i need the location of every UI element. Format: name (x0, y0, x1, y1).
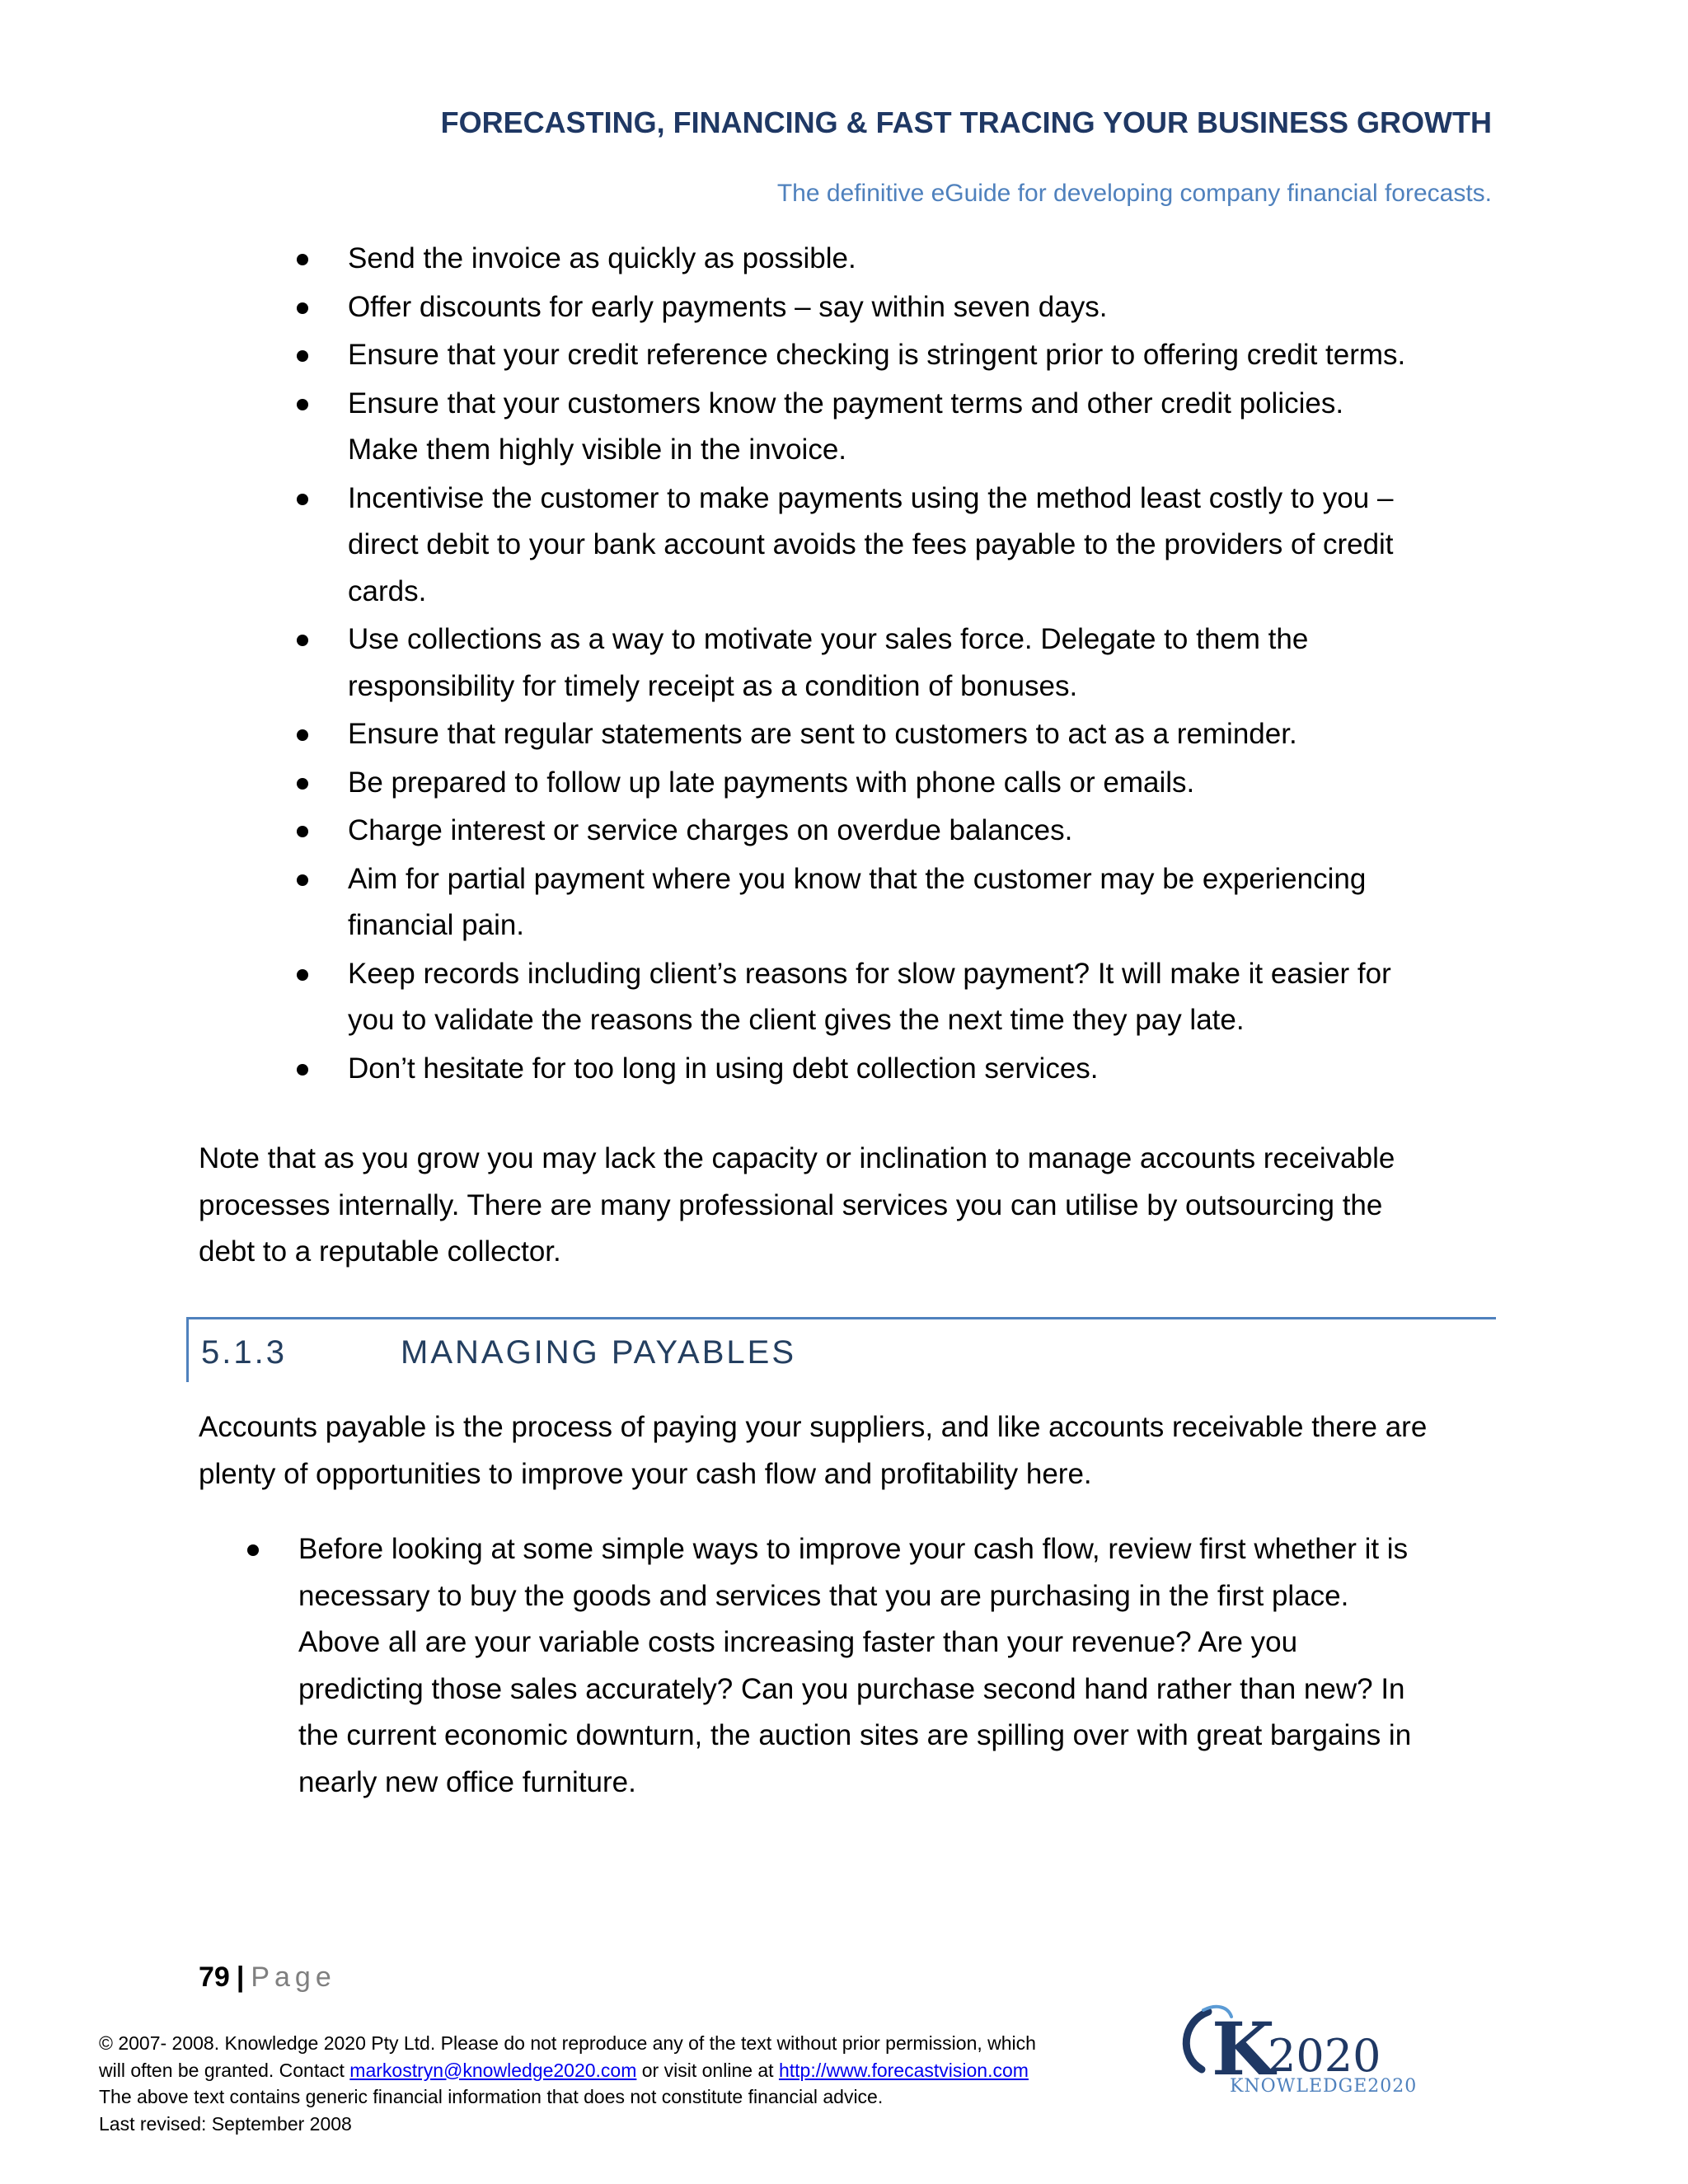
receivables-bullet-line: Ensure that your customers know the payment terms and other credit policies. (348, 387, 1344, 419)
footer-contact (99, 2057, 1154, 2084)
section-heading (186, 1317, 1496, 1382)
receivables-bullet-line: Make them highly visible in the invoice. (348, 434, 847, 466)
bullet-dot-icon (297, 635, 308, 646)
bullet-dot-icon (297, 826, 308, 837)
page-number-value: 79 (199, 1961, 230, 1993)
receivables-bullet-list (297, 236, 1500, 1094)
header-title: FORECASTING, FINANCING & FAST TRACING YOUR BUSINESS GROWTH (440, 105, 1492, 139)
payables-bullet-list (247, 1526, 1500, 1806)
receivables-bullet-item (297, 760, 1500, 807)
footer-disclaimer: The above text contains generic financial information that does not constitute financial advice. (99, 2086, 884, 2107)
note-line: debt to a reputable collector. (199, 1235, 561, 1268)
receivables-bullet-line: direct debit to your bank account avoids the fees payable to the providers of credit (348, 528, 1394, 560)
payables-line: plenty of opportunities to improve your cash flow and profitability here. (199, 1457, 1092, 1490)
receivables-bullet-line: Ensure that regular statements are sent to customers to act as a reminder. (348, 718, 1297, 750)
receivables-bullet-item (297, 236, 1500, 283)
page-word: Page (251, 1961, 336, 1993)
page-number (199, 1961, 336, 1994)
payables-bullet-line: predicting those sales accurately? Can you purchase second hand rather than new? In (298, 1672, 1405, 1705)
receivables-bullet-item (297, 616, 1500, 710)
footer-copyright: © 2007- 2008. Knowledge 2020 Pty Ltd. Please do not reproduce any of the text without prior permission, which (99, 2032, 1036, 2054)
footer-contact-text-2: or visit online at (636, 2059, 779, 2081)
receivables-bullet-item (297, 332, 1500, 379)
payables-bullet-line: Above all are your variable costs increasing faster than your revenue? Are you (298, 1626, 1298, 1658)
receivables-bullet-line: you to validate the reasons the client gives the next time they pay late. (348, 1004, 1245, 1036)
receivables-bullet-line: Aim for partial payment where you know that the customer may be experiencing (348, 862, 1367, 895)
bullet-dot-icon (297, 1064, 308, 1076)
payables-paragraph (199, 1404, 1493, 1497)
receivables-bullet-line: Offer discounts for early payments – say within seven days. (348, 290, 1108, 323)
receivables-bullet-line: Don’t hesitate for too long in using debt collection services. (348, 1052, 1099, 1085)
logo-mark: K (1212, 2006, 1275, 2092)
receivables-bullet-line: Be prepared to follow up late payments with phone calls or emails. (348, 766, 1195, 799)
payables-bullet-line: necessary to buy the goods and services that you are purchasing in the first place. (298, 1579, 1349, 1612)
receivables-bullet-line: Ensure that your credit reference checking is stringent prior to offering credit terms. (348, 339, 1406, 371)
logo-number: 2020 (1268, 2030, 1381, 2082)
receivables-bullet-item (297, 1046, 1500, 1093)
payables-bullet-item (247, 1526, 1500, 1806)
payables-bullet-line: Before looking at some simple ways to improve your cash flow, review first whether it is (298, 1533, 1409, 1565)
bullet-dot-icon (247, 1544, 259, 1556)
bullet-dot-icon (297, 350, 308, 362)
receivables-bullet-line: cards. (348, 574, 427, 607)
note-line: Note that as you grow you may lack the capacity or inclination to manage accounts receivable (199, 1142, 1395, 1174)
receivables-bullet-line: Use collections as a way to motivate your sales force. Delegate to them the (348, 623, 1309, 655)
bullet-dot-icon (297, 302, 308, 314)
footer (99, 2030, 1154, 2137)
receivables-bullet-item (297, 711, 1500, 758)
receivables-bullet-line: Send the invoice as quickly as possible. (348, 242, 856, 274)
email-link[interactable]: markostryn@knowledge2020.com (349, 2059, 637, 2081)
note-paragraph (199, 1136, 1493, 1276)
receivables-bullet-item (297, 284, 1500, 331)
page-number-separator: | (236, 1961, 245, 1993)
payables-bullet-line: the current economic downturn, the auction sites are spilling over with great bargains in (298, 1719, 1412, 1751)
receivables-bullet-item (297, 476, 1500, 616)
bullet-dot-icon (297, 778, 308, 790)
receivables-bullet-line: Incentivise the customer to make payments using the method least costly to you – (348, 481, 1394, 514)
section-number: 5.1.3 (201, 1334, 287, 1371)
receivables-bullet-line: financial pain. (348, 909, 525, 941)
header-subtitle: The definitive eGuide for developing company financial forecasts. (776, 180, 1492, 207)
bullet-dot-icon (297, 969, 308, 981)
knowledge2020-logo-icon (1179, 1999, 1426, 2106)
receivables-bullet-item (297, 381, 1500, 474)
section-title: MANAGING PAYABLES (401, 1334, 797, 1371)
logo-word: KNOWLEDGE2020 (1230, 2076, 1418, 2097)
footer-revised: Last revised: September 2008 (99, 2112, 352, 2135)
receivables-bullet-item (297, 808, 1500, 855)
receivables-bullet-item (297, 951, 1500, 1044)
bullet-dot-icon (297, 729, 308, 741)
footer-contact-text: will often be granted. Contact (99, 2059, 350, 2081)
note-line: processes internally. There are many professional services you can utilise by outsourcing the (199, 1188, 1383, 1221)
bullet-dot-icon (297, 494, 308, 505)
receivables-bullet-item (297, 856, 1500, 949)
payables-bullet-line: nearly new office furniture. (298, 1765, 636, 1798)
receivables-bullet-line: Keep records including client’s reasons for slow payment? It will make it easier for (348, 957, 1391, 990)
receivables-bullet-line: responsibility for timely receipt as a condition of bonuses. (348, 669, 1078, 702)
receivables-bullet-line: Charge interest or service charges on overdue balances. (348, 814, 1073, 846)
website-link[interactable]: http://www.forecastvision.com (778, 2059, 1029, 2081)
bullet-dot-icon (297, 399, 308, 410)
bullet-dot-icon (297, 874, 308, 886)
bullet-dot-icon (297, 254, 308, 265)
payables-line: Accounts payable is the process of paying your suppliers, and like accounts receivable there are (199, 1411, 1428, 1443)
